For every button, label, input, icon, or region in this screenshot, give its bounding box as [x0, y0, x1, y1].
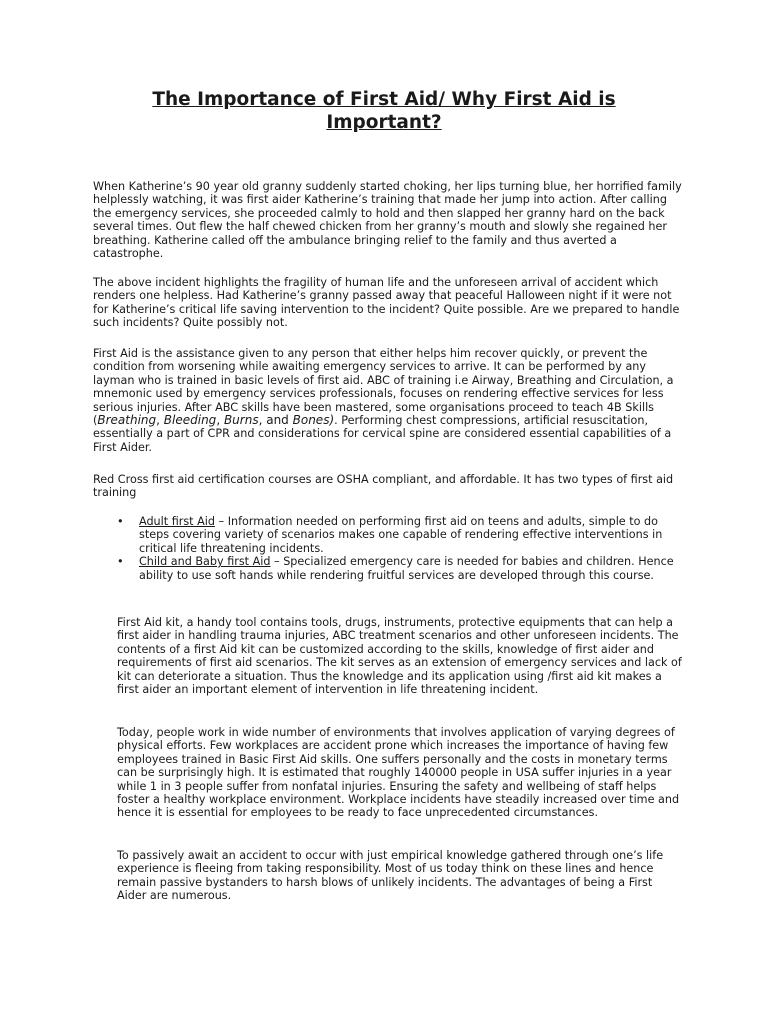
paragraph-katherine-story: When Katherine’s 90 year old granny suddenly started choking, her lips turning blue, her horrified family helplessly watching, it was first aider Katherine’s training that made her jump into action. After calling the emergency services, she proceeded calmly to hold and then slapped her granny hard on the back several times. Out flew the half chewed chicken from her granny’s mouth and slowly she regained her breathing. Katherine called off the ambulance bringing relief to the family and thus averted a catastrophe. — [93, 180, 682, 261]
list-item-text: – Specialized emergency care is needed for babies and children. Hence ability to use soft hands while rendering fruitful services are developed through this course. — [139, 555, 674, 582]
skill-burns: Burns — [223, 413, 259, 428]
paragraph-red-cross: Red Cross first aid certification courses are OSHA compliant, and affordable. It has two types of first aid training — [93, 473, 674, 500]
bullet-icon: • — [117, 555, 124, 569]
skill-bones: Bones) — [292, 413, 335, 428]
paragraph-conclusion: To passively await an accident to occur with just empirical knowledge gathered through one’s life experience is fleeing from taking responsibility. Most of us today think on these lines and hence remain passive bystanders to harsh blows of unlikely incidents. The advantages of being a First Aider are numerous. — [117, 849, 664, 903]
skill-separator: , and — [258, 413, 293, 428]
paragraph-text: First Aid is the assistance given to any person that either helps him recover quickly, or prevent the condition from worsening while awaiting emergency services to arrive. It can be performed by any layman who is trained in basic levels of first aid. ABC of training i.e Airway, Breathing and Circulation, a mnemonic used by emergency services professionals, focuses on rendering effective services for less serious injuries. After ABC skills have been mastered, some organisations proceed to teach 4B Skills ( — [93, 347, 674, 428]
skill-separator: , — [216, 413, 224, 428]
document-title: The Importance of First Aid/ Why First Aid is Important? — [152, 89, 616, 133]
training-types-list — [117, 515, 683, 582]
paragraph-first-aid-definition — [93, 347, 683, 454]
skill-bleeding: Bleeding — [163, 413, 217, 428]
bullet-icon: • — [117, 515, 124, 528]
paragraph-text: . Performing chest compressions, artificial resuscitation, essentially a part of CPR and considerations for cervical spine are considered essential capabilities of a First Aider. — [93, 414, 672, 454]
paragraph-workplace: Today, people work in wide number of environments that involves application of varying degrees of physical efforts. Few workplaces are accident prone which increases the importance of having few employees trained in Basic First Aid skills. One suffers personally and the costs in monetary terms can be surprisingly high. It is estimated that roughly 140000 people in USA suffer injuries in a year while 1 in 3 people suffer from nonfatal injuries. Ensuring the safety and wellbeing of staff helps foster a healthy workplace environment. Workplace incidents have steadily increased over time and hence it is essential for employees to be ready to face unprecedented circumstances. — [117, 726, 680, 820]
list-item-term: Child and Baby first Aid — [139, 555, 271, 569]
list-item — [117, 555, 683, 582]
paragraph-first-aid-kit: First Aid kit, a handy tool contains tools, drugs, instruments, protective equipments that can help a first aider in handling trauma injuries, ABC treatment scenarios and other unforeseen incidents. The contents of a first Aid kit can be customized according to the skills, knowledge of first aider and requirements of first aid scenarios. The kit serves as an extension of emergency services and lack of kit can deteriorate a situation. Thus the knowledge and its application using /first aid kit makes a first aider an important element of intervention in life threatening incident. — [117, 616, 682, 697]
skill-breathing: Breathing — [97, 413, 157, 428]
list-item-text: – Information needed on performing first aid on teens and adults, simple to do steps covering variety of scenarios makes one capable of rendering effective interventions in critical life threatening incidents. — [139, 515, 663, 555]
skill-separator: , — [156, 413, 164, 428]
paragraph-fragility: The above incident highlights the fragility of human life and the unforeseen arrival of accident which renders one helpless. Had Katherine’s granny passed away that peaceful Halloween night if it were not for Katherine’s critical life saving intervention to the incident? Quite possible. Are we prepared to handle such incidents? Quite possibly not. — [93, 276, 680, 330]
list-item — [117, 515, 683, 555]
list-item-term: Adult first Aid — [139, 515, 215, 528]
